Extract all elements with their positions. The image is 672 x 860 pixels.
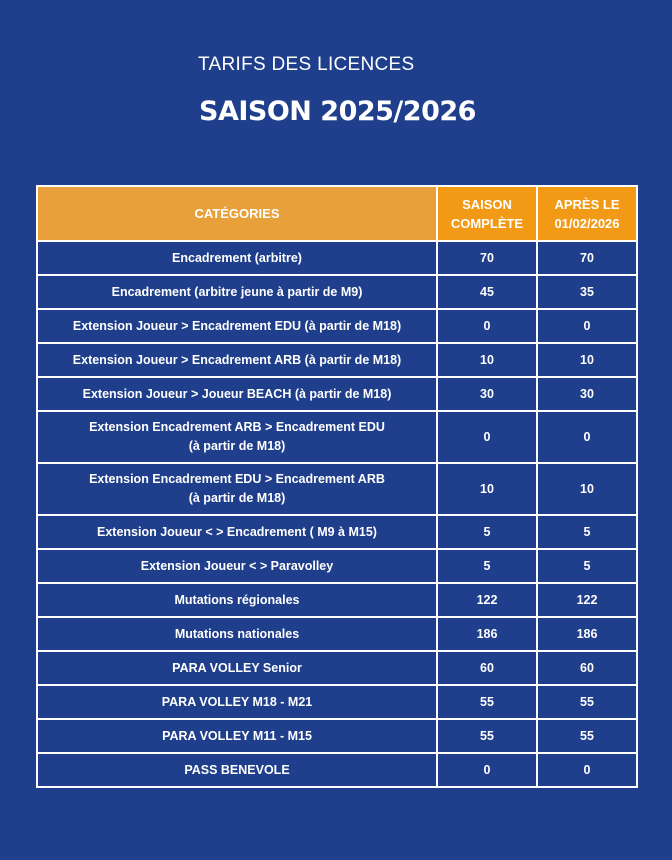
table-row bbox=[37, 685, 637, 719]
category-cell: Mutations nationales bbox=[37, 617, 437, 651]
tarifs-table bbox=[36, 185, 638, 788]
table-row bbox=[37, 753, 637, 787]
apres-price-cell: 10 bbox=[537, 463, 637, 515]
header-apres-date: APRÈS LE 01/02/2026 bbox=[537, 186, 637, 241]
category-cell: Encadrement (arbitre) bbox=[37, 241, 437, 275]
table-row bbox=[37, 651, 637, 685]
apres-price-cell: 70 bbox=[537, 241, 637, 275]
saison-price-cell: 70 bbox=[437, 241, 537, 275]
table-row bbox=[37, 377, 637, 411]
category-cell: PARA VOLLEY M11 - M15 bbox=[37, 719, 437, 753]
category-cell: Extension Joueur < > Encadrement ( M9 à M15) bbox=[37, 515, 437, 549]
category-cell: Extension Joueur > Encadrement ARB (à partir de M18) bbox=[37, 343, 437, 377]
category-cell: Extension Encadrement ARB > Encadrement EDU (à partir de M18) bbox=[37, 411, 437, 463]
saison-price-cell: 5 bbox=[437, 515, 537, 549]
category-cell: Extension Joueur > Encadrement EDU (à partir de M18) bbox=[37, 309, 437, 343]
apres-price-cell: 0 bbox=[537, 411, 637, 463]
table-row bbox=[37, 515, 637, 549]
category-cell: Mutations régionales bbox=[37, 583, 437, 617]
saison-price-cell: 55 bbox=[437, 685, 537, 719]
saison-price-cell: 10 bbox=[437, 343, 537, 377]
table-row bbox=[37, 275, 637, 309]
table-row bbox=[37, 411, 637, 463]
table-row bbox=[37, 719, 637, 753]
apres-price-cell: 35 bbox=[537, 275, 637, 309]
saison-price-cell: 10 bbox=[437, 463, 537, 515]
table-row bbox=[37, 309, 637, 343]
apres-price-cell: 0 bbox=[537, 753, 637, 787]
saison-price-cell: 0 bbox=[437, 411, 537, 463]
header-categories: CATÉGORIES bbox=[37, 186, 437, 241]
saison-price-cell: 0 bbox=[437, 309, 537, 343]
header-saison-complete: SAISON COMPLÈTE bbox=[437, 186, 537, 241]
apres-price-cell: 30 bbox=[537, 377, 637, 411]
category-cell: PARA VOLLEY M18 - M21 bbox=[37, 685, 437, 719]
apres-price-cell: 5 bbox=[537, 515, 637, 549]
saison-price-cell: 55 bbox=[437, 719, 537, 753]
saison-price-cell: 45 bbox=[437, 275, 537, 309]
saison-price-cell: 122 bbox=[437, 583, 537, 617]
category-cell: Extension Joueur < > Paravolley bbox=[37, 549, 437, 583]
table-header-row bbox=[37, 186, 637, 241]
apres-price-cell: 186 bbox=[537, 617, 637, 651]
table-row bbox=[37, 617, 637, 651]
page-subtitle: TARIFS DES LICENCES bbox=[198, 54, 415, 75]
apres-price-cell: 122 bbox=[537, 583, 637, 617]
saison-price-cell: 30 bbox=[437, 377, 537, 411]
category-cell: Extension Joueur > Joueur BEACH (à partir de M18) bbox=[37, 377, 437, 411]
apres-price-cell: 60 bbox=[537, 651, 637, 685]
saison-price-cell: 186 bbox=[437, 617, 537, 651]
apres-price-cell: 55 bbox=[537, 719, 637, 753]
saison-price-cell: 60 bbox=[437, 651, 537, 685]
table-row bbox=[37, 549, 637, 583]
table-row bbox=[37, 241, 637, 275]
page-title: SAISON 2025/2026 bbox=[199, 96, 476, 127]
saison-price-cell: 5 bbox=[437, 549, 537, 583]
apres-price-cell: 5 bbox=[537, 549, 637, 583]
category-cell: PASS BENEVOLE bbox=[37, 753, 437, 787]
apres-price-cell: 55 bbox=[537, 685, 637, 719]
category-cell: PARA VOLLEY Senior bbox=[37, 651, 437, 685]
table-row bbox=[37, 343, 637, 377]
table-row bbox=[37, 583, 637, 617]
table-row bbox=[37, 463, 637, 515]
category-cell: Encadrement (arbitre jeune à partir de M9) bbox=[37, 275, 437, 309]
apres-price-cell: 10 bbox=[537, 343, 637, 377]
apres-price-cell: 0 bbox=[537, 309, 637, 343]
saison-price-cell: 0 bbox=[437, 753, 537, 787]
category-cell: Extension Encadrement EDU > Encadrement ARB (à partir de M18) bbox=[37, 463, 437, 515]
